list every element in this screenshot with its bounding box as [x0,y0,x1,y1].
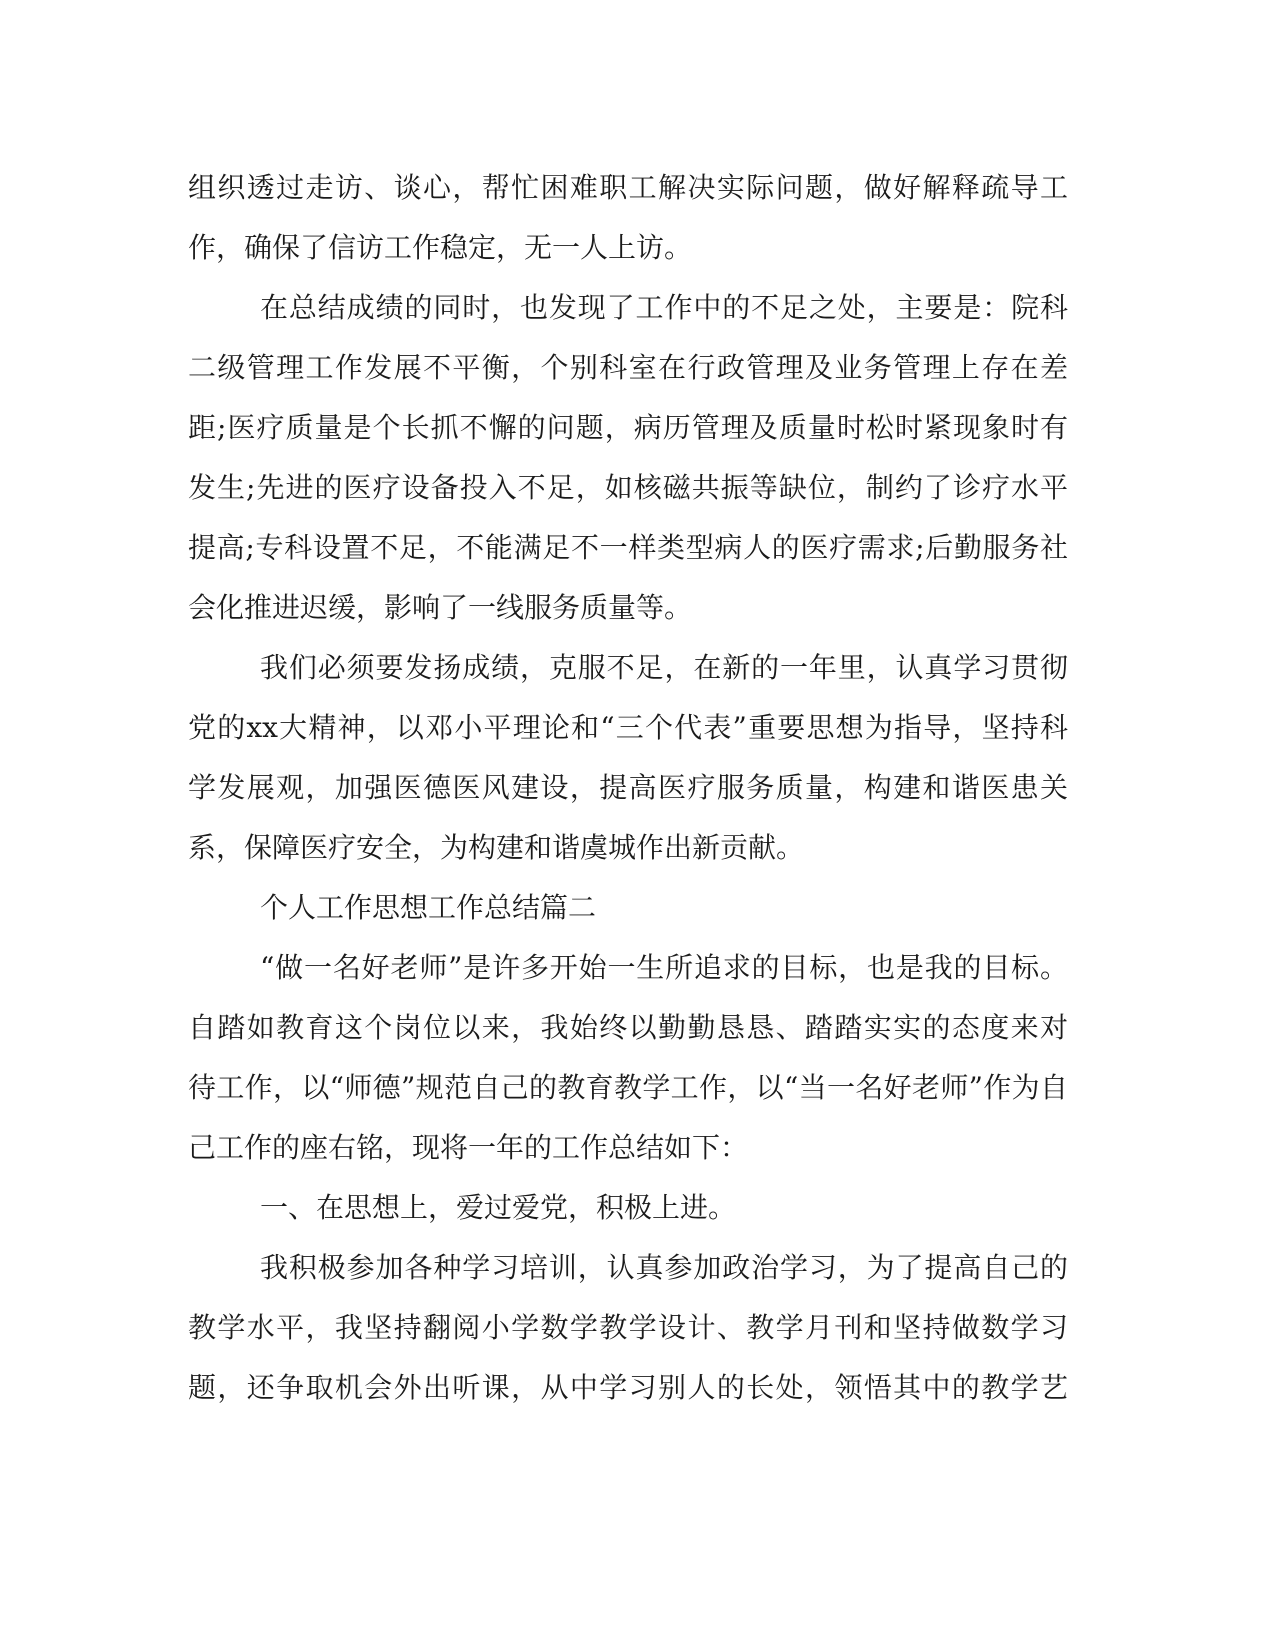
text-line: 会化推进迟缓，影响了一线服务质量等。 [188,591,693,624]
paragraph-2 [188,278,1068,638]
document-body [188,158,1068,1418]
paragraph-4 [188,938,1068,1178]
paragraph-6 [188,1238,1068,1418]
text-line: 距;医疗质量是个长抓不懈的问题，病历管理及质量时松时紧现象时有 [188,411,1068,444]
text-line: 题，还争取机会外出听课，从中学习别人的长处，领悟其中的教学艺 [188,1371,1068,1404]
text-line: 提高;专科设置不足，不能满足不一样类型病人的医疗需求;后勤服务社 [188,531,1068,564]
paragraph-5 [188,1178,1068,1238]
paragraph-1 [188,158,1068,278]
text-line: 系，保障医疗安全，为构建和谐虞城作出新贡献。 [188,831,805,864]
text-line: 一、在思想上，爱过爱党，积极上进。 [260,1191,737,1224]
text-line: 教学水平，我坚持翻阅小学数学教学设计、教学月刊和坚持做数学习 [188,1311,1068,1344]
text-line: 己工作的座右铭，现将一年的工作总结如下： [188,1131,749,1164]
paragraph-3 [188,638,1068,878]
text-line: 二级管理工作发展不平衡，个别科室在行政管理及业务管理上存在差 [188,351,1068,384]
heading-line: 个人工作思想工作总结篇二 [260,891,597,924]
text-line: 自踏如教育这个岗位以来，我始终以勤勤恳恳、踏踏实实的态度来对 [188,1011,1068,1044]
text-line: 党的xx大精神，以邓小平理论和“三个代表”重要思想为指导，坚持科 [188,711,1068,744]
text-line: 组织透过走访、谈心，帮忙困难职工解决实际问题，做好解释疏导工 [188,171,1068,204]
text-line: 我们必须要发扬成绩，克服不足，在新的一年里，认真学习贯彻 [260,651,1068,684]
text-line: “做一名好老师”是许多开始一生所追求的目标，也是我的目标。 [260,951,1068,984]
text-line: 作，确保了信访工作稳定，无一人上访。 [188,231,693,264]
text-line: 在总结成绩的同时，也发现了工作中的不足之处，主要是：院科 [260,291,1068,324]
text-line: 发生;先进的医疗设备投入不足，如核磁共振等缺位，制约了诊疗水平 [188,471,1068,504]
text-line: 我积极参加各种学习培训，认真参加政治学习，为了提高自己的 [260,1251,1068,1284]
section-heading [188,878,1068,938]
text-line: 待工作，以“师德”规范自己的教育教学工作，以“当一名好老师”作为自 [188,1071,1068,1104]
text-line: 学发展观，加强医德医风建设，提高医疗服务质量，构建和谐医患关 [188,771,1068,804]
